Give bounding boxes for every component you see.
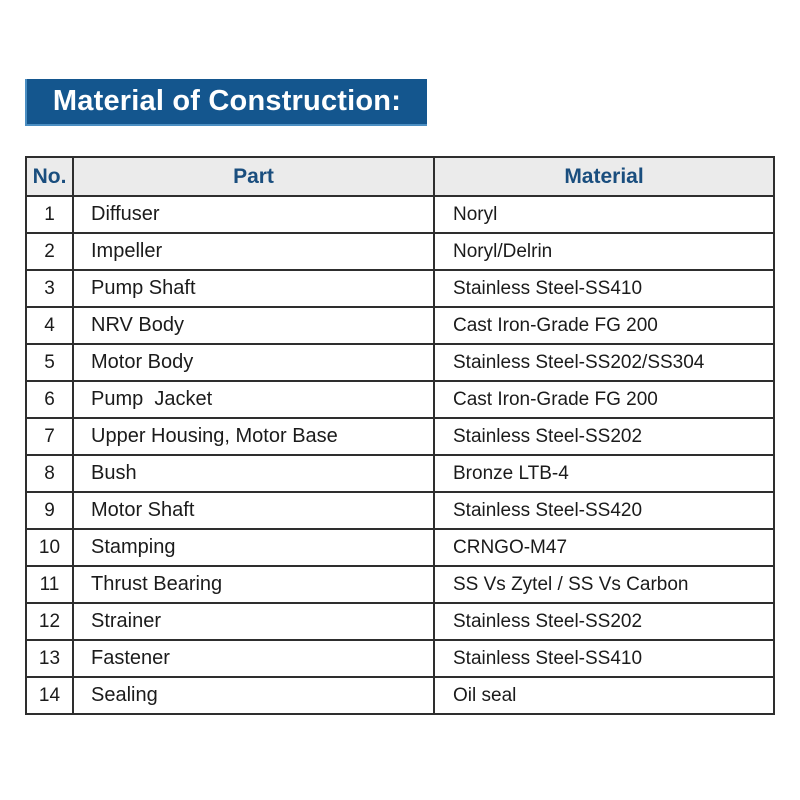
column-header-no: No. [26, 157, 73, 196]
table-row [26, 529, 774, 566]
material-cell: Cast Iron-Grade FG 200 [434, 381, 774, 418]
material-cell: Stainless Steel-SS410 [434, 640, 774, 677]
table-row [26, 640, 774, 677]
row-number-cell: 14 [26, 677, 73, 714]
column-header-part: Part [73, 157, 434, 196]
part-cell: Thrust Bearing [73, 566, 434, 603]
row-number-cell: 3 [26, 270, 73, 307]
row-number-cell: 10 [26, 529, 73, 566]
row-number-cell: 6 [26, 381, 73, 418]
row-number-cell: 9 [26, 492, 73, 529]
part-cell: Diffuser [73, 196, 434, 233]
row-number-cell: 5 [26, 344, 73, 381]
part-cell: Bush [73, 455, 434, 492]
column-header-material: Material [434, 157, 774, 196]
table-header-row [26, 157, 774, 196]
table-row [26, 455, 774, 492]
row-number-cell: 11 [26, 566, 73, 603]
row-number-cell: 1 [26, 196, 73, 233]
material-cell: Stainless Steel-SS202/SS304 [434, 344, 774, 381]
table-row [26, 566, 774, 603]
material-cell: Stainless Steel-SS420 [434, 492, 774, 529]
material-cell: Oil seal [434, 677, 774, 714]
table-body [26, 196, 774, 714]
table-row [26, 603, 774, 640]
part-cell: Pump Jacket [73, 381, 434, 418]
row-number-cell: 12 [26, 603, 73, 640]
material-cell: CRNGO-M47 [434, 529, 774, 566]
part-cell: Fastener [73, 640, 434, 677]
table-row [26, 677, 774, 714]
material-cell: Stainless Steel-SS410 [434, 270, 774, 307]
materials-table [25, 156, 775, 715]
row-number-cell: 8 [26, 455, 73, 492]
part-cell: Pump Shaft [73, 270, 434, 307]
table-row [26, 233, 774, 270]
row-number-cell: 7 [26, 418, 73, 455]
part-cell: Strainer [73, 603, 434, 640]
table-row [26, 307, 774, 344]
part-cell: Motor Body [73, 344, 434, 381]
row-number-cell: 4 [26, 307, 73, 344]
material-cell: Bronze LTB-4 [434, 455, 774, 492]
part-cell: Upper Housing, Motor Base [73, 418, 434, 455]
row-number-cell: 13 [26, 640, 73, 677]
material-cell: Stainless Steel-SS202 [434, 603, 774, 640]
material-cell: Noryl [434, 196, 774, 233]
row-number-cell: 2 [26, 233, 73, 270]
material-cell: Cast Iron-Grade FG 200 [434, 307, 774, 344]
table-row [26, 418, 774, 455]
part-cell: Impeller [73, 233, 434, 270]
table-row [26, 344, 774, 381]
material-cell: Stainless Steel-SS202 [434, 418, 774, 455]
table-row [26, 196, 774, 233]
table-row [26, 492, 774, 529]
page-title: Material of Construction: [25, 79, 427, 126]
table-row [26, 270, 774, 307]
material-cell: Noryl/Delrin [434, 233, 774, 270]
material-cell: SS Vs Zytel / SS Vs Carbon [434, 566, 774, 603]
part-cell: Motor Shaft [73, 492, 434, 529]
part-cell: Sealing [73, 677, 434, 714]
part-cell: NRV Body [73, 307, 434, 344]
part-cell: Stamping [73, 529, 434, 566]
table-row [26, 381, 774, 418]
